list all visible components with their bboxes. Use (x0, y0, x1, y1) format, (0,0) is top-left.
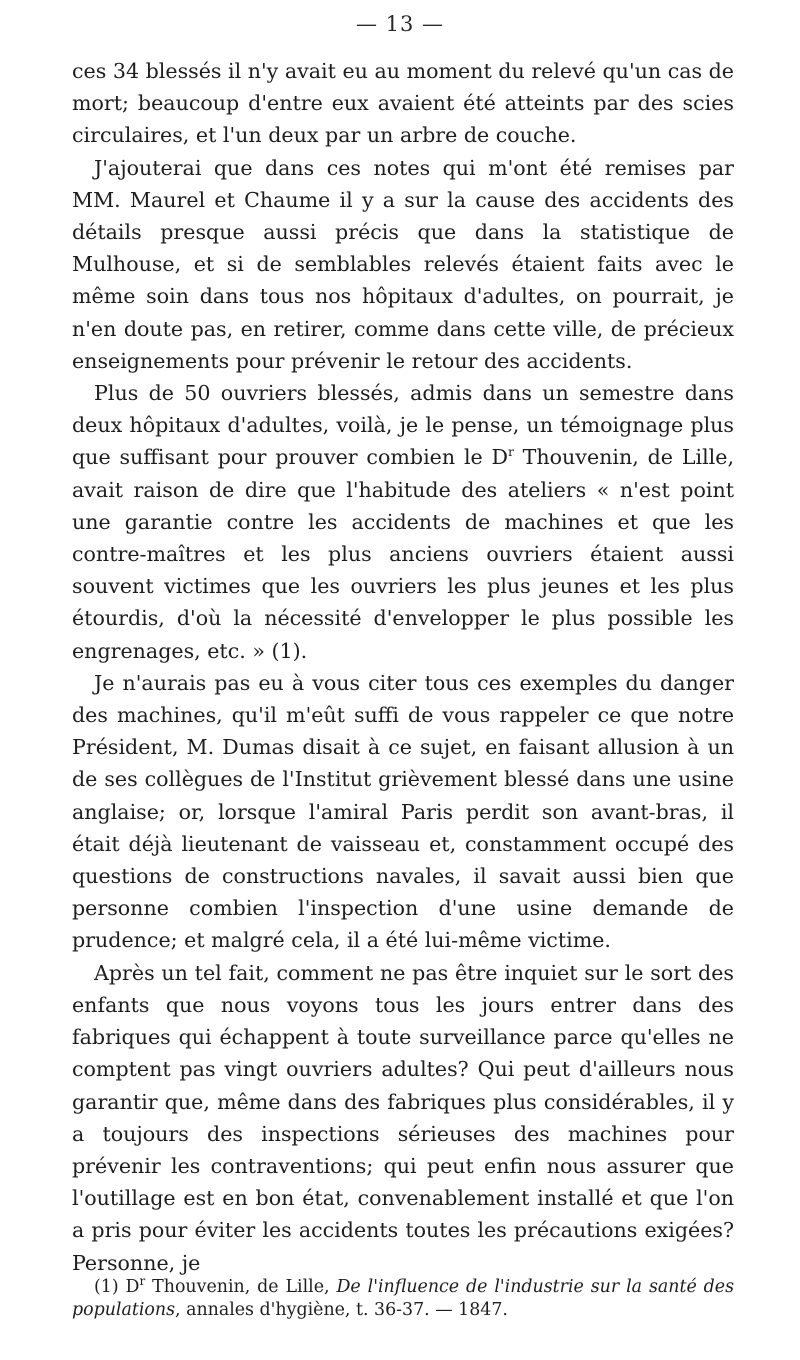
footnote-marker: (1) D (94, 1277, 140, 1297)
page-number: — 13 — (355, 12, 445, 36)
body-text (72, 55, 734, 1279)
paragraph-3 (72, 377, 734, 667)
footnote-rest: , annales d'hygiène, t. 36-37. — 1847. (175, 1300, 508, 1320)
paragraph-2: J'ajouterai que dans ces notes qui m'ont été remises par MM. Maurel et Chaume il y a sur la cause des accidents des détails presque aussi précis que dans la statistique de Mulhouse, et si de semblables relevés étaient faits avec le même soin dans tous nos hôpitaux d'adultes, on pourrait, je n'en doute pas, en retirer, comme dans cette ville, de précieux enseignements pour prévenir le retour des accidents. (72, 155, 734, 373)
paragraph-1: ces 34 blessés il n'y avait eu au moment du relevé qu'un cas de mort; beaucoup d'entre eux avaient été atteints par des scies circulaires, et l'un deux par un arbre de couche. (72, 59, 734, 148)
footnote-author: Thouvenin, de Lille, (145, 1277, 337, 1297)
footnote-title: De l'influence de l'industrie sur la santé des populations (72, 1277, 735, 1320)
paragraph-3-text-after: Thouvenin, de Lille, avait raison de dire que l'habitude des ateliers « n'est point une garantie contre les accidents de machines et que les contre-maîtres et les plus anciens ouvriers étaient aussi souvent victimes que les ouvriers les plus jeunes et les plus étourdis, d'où la nécessité d'envelopper le plus possible les engrenages, etc. » (1). (72, 445, 734, 663)
footnote (72, 1276, 734, 1322)
paragraph-3-text-before: Plus de 50 ouvriers blessés, admis dans un semestre dans deux hôpitaux d'adultes, voilà, je le pense, un témoignage plus que suffisant pour prouver combien le D (72, 381, 734, 470)
paragraph-4: Je n'aurais pas eu à vous citer tous ces exemples du danger des machines, qu'il m'eût suffi de vous rappeler ce que notre Président, M. Dumas disait à ce sujet, en faisant allusion à un de ses collègues de l'Institut grièvement blessé dans une usine anglaise; or, lorsque l'amiral Paris perdit son avant-bras, il était déjà lieutenant de vaisseau et, constamment occupé des questions de constructions navales, il savait aussi bien que personne combien l'inspection d'une usine demande de prudence; et malgré cela, il a été lui-même victime. (72, 670, 734, 953)
paragraph-5: Après un tel fait, comment ne pas être inquiet sur le sort des enfants que nous voyons tous les jours entrer dans des fabriques qui échappent à toute surveillance parce qu'elles ne comptent pas vingt ouvriers adultes? Qui peut d'ailleurs nous garantir que, même dans des fabriques plus considérables, il y a toujours des inspections sérieuses des machines pour prévenir les contraventions; qui peut enfin nous assurer que l'outillage est en bon état, convenablement installé et que l'on a pris pour éviter les accidents toutes les précautions exigées? Personne, je (72, 960, 734, 1275)
doctor-abbreviation-sup: r (508, 445, 514, 460)
footnote-doctor-sup: r (139, 1274, 146, 1289)
